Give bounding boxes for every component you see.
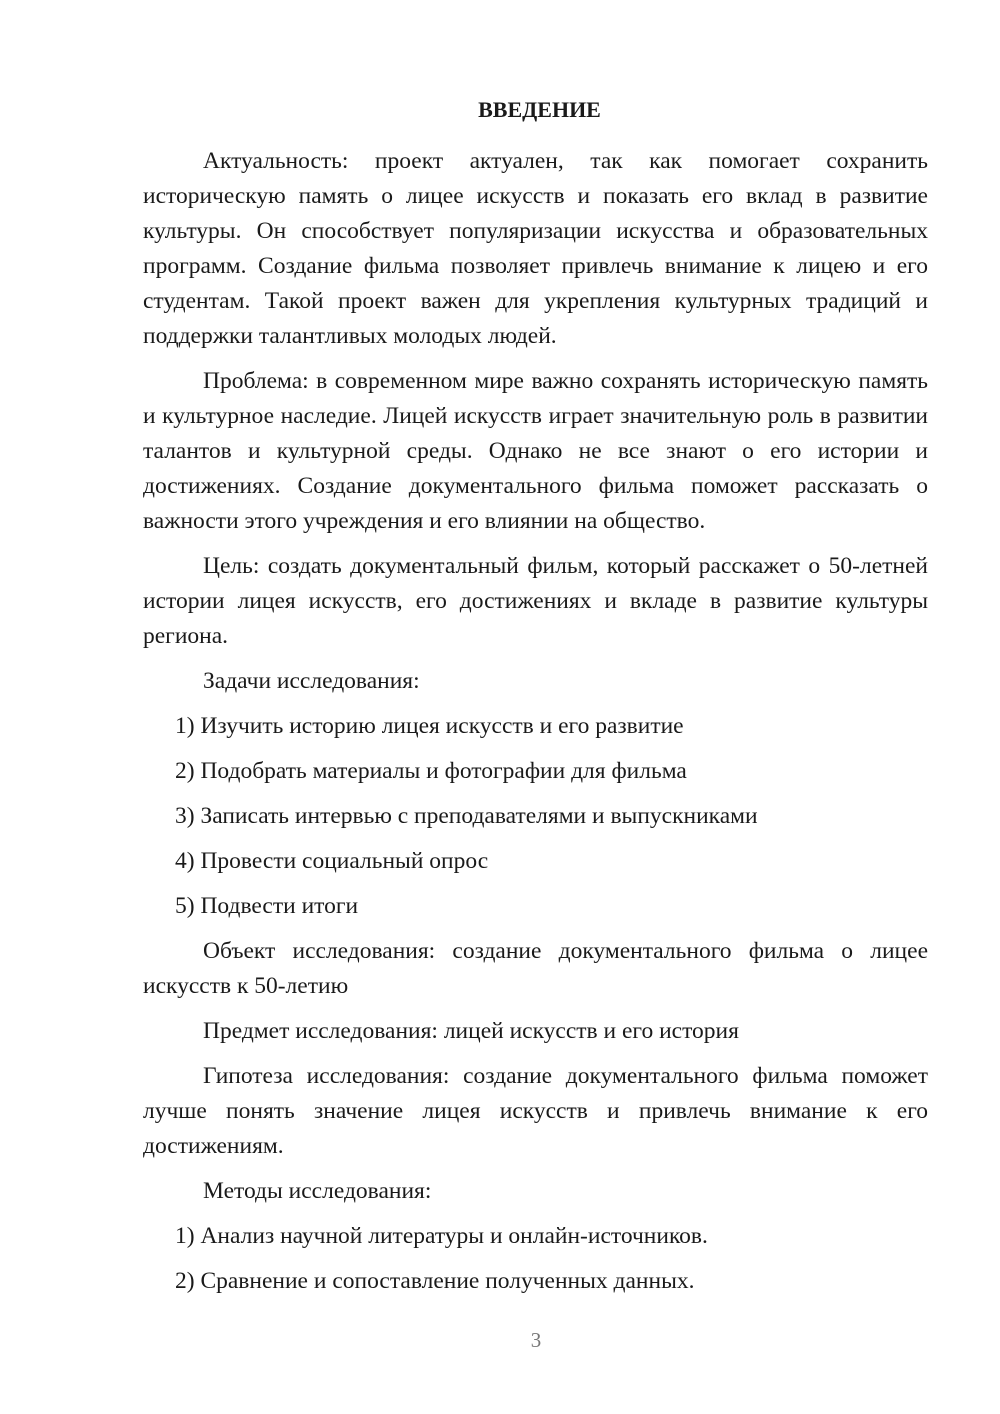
tasks-title: Задачи исследования: [203,668,420,694]
list-item: 1) Анализ научной литературы и онлайн-источников. [175,1223,708,1249]
goal-paragraph: Цель: создать документальный фильм, который расскажет о 50-летней истории лицея искусств, его достижениях и вкладе в развитие культуры региона. [143,553,928,649]
section-heading: ВВЕДЕНИЕ [478,97,601,122]
page-number: 3 [530,1328,542,1352]
object-paragraph: Объект исследования: создание документального фильма о лицее искусств к 50-летию [143,938,928,999]
list-item: 1) Изучить историю лицея искусств и его развитие [175,713,684,739]
list-item: 4) Провести социальный опрос [175,848,489,874]
problem-paragraph: Проблема: в современном мире важно сохранять историческую память и культурное наследие. Лицей искусств играет значительную роль в развитии талантов и культурной среды. Однако не все знают о его истории и достижениях. Создание документального фильма поможет рассказать о важности этого учреждения и его влиянии на общество. [143,368,928,534]
list-item: 2) Сравнение и сопоставление полученных данных. [175,1268,695,1294]
list-item: 5) Подвести итоги [175,893,359,919]
tasks-list [143,709,928,924]
subject-paragraph: Предмет исследования: лицей искусств и его история [203,1018,739,1044]
methods-list [143,1219,928,1299]
methods-title: Методы исследования: [203,1178,432,1204]
document-page [143,92,928,1309]
hypothesis-paragraph: Гипотеза исследования: создание документального фильма поможет лучше понять значение лицея искусств и привлечь внимание к его достижениям. [143,1063,928,1159]
relevance-paragraph: Актуальность: проект актуален, так как помогает сохранить историческую память о лицее искусств и показать его вклад в развитие культуры. Он способствует популяризации искусства и образовательных программ. Создание фильма позволяет привлечь внимание к лицею и его студентам. Такой проект важен для укрепления культурных традиций и поддержки талантливых молодых людей. [143,148,928,349]
list-item: 2) Подобрать материалы и фотографии для фильма [175,758,687,784]
list-item: 3) Записать интервью с преподавателями и выпускниками [175,803,758,829]
